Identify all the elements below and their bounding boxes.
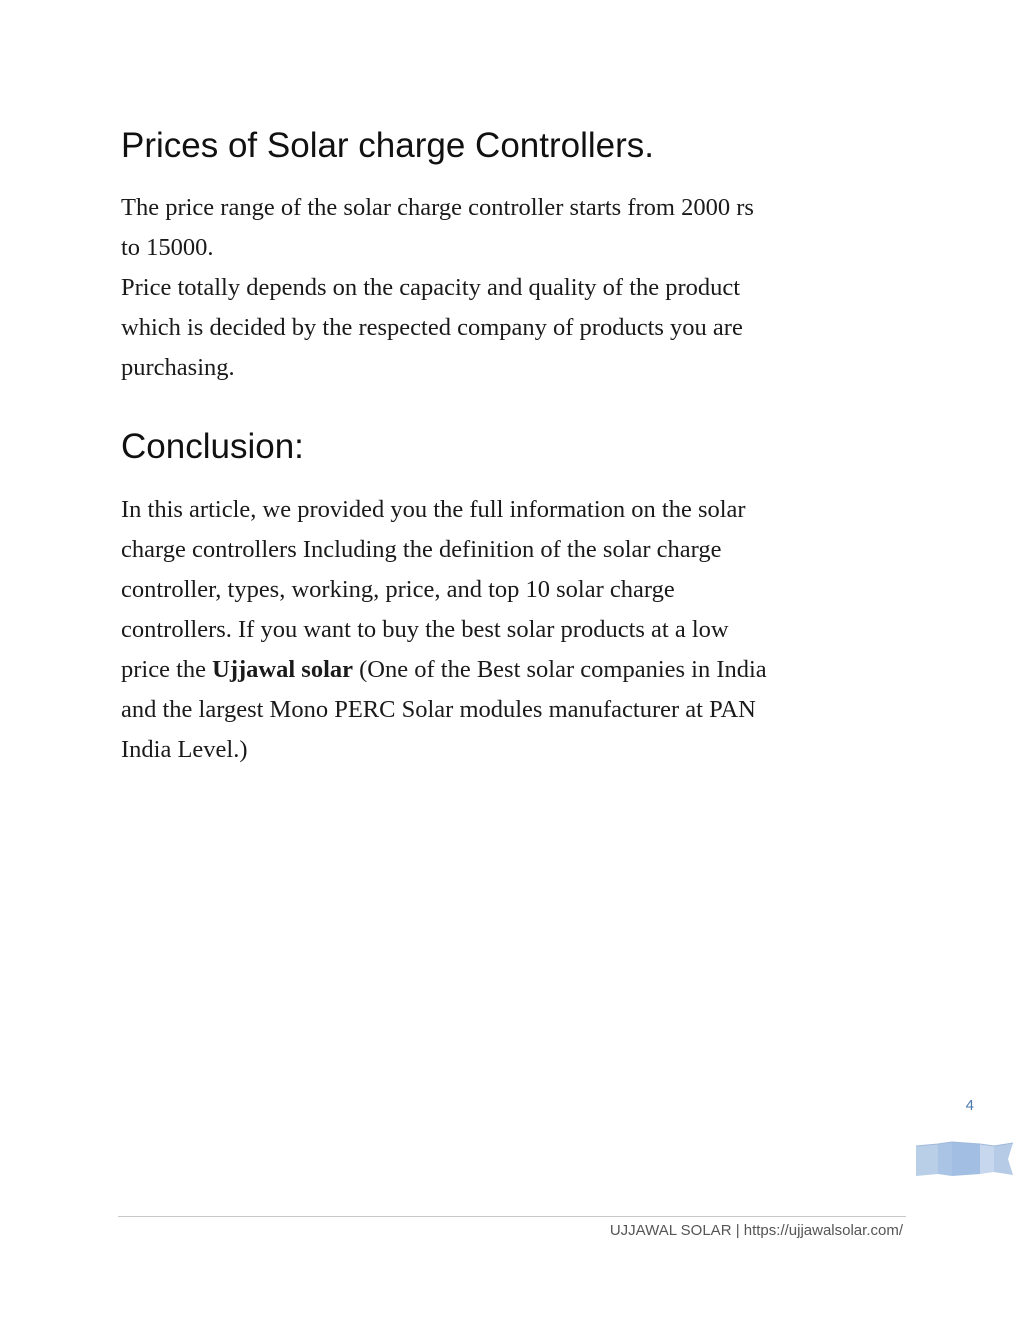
line-suffix: (One of the Best solar companies in India [353,656,767,683]
paragraph-line: to 15000. [121,234,214,261]
paragraph-line: purchasing. [121,354,235,381]
paragraph-line: charge controllers Including the definition of the solar charge [121,536,722,563]
paragraph-line: India Level.) [121,736,248,763]
conclusion-paragraph [121,490,921,770]
ribbon-decoration-icon [916,1139,1013,1179]
paragraph-line: In this article, we provided you the full information on the solar [121,496,746,523]
page-number: 4 [965,1097,974,1114]
paragraph-line: and the largest Mono PERC Solar modules manufacturer at PAN [121,696,756,723]
brand-name-bold: Ujjawal solar [212,656,354,683]
conclusion-heading: Conclusion: [121,427,304,466]
footer-divider [118,1216,906,1217]
footer-text: UJJAWAL SOLAR | https://ujjawalsolar.com/ [609,1222,903,1239]
prices-heading: Prices of Solar charge Controllers. [121,126,654,165]
paragraph-line: Price totally depends on the capacity and quality of the product [121,274,741,301]
line-prefix: price the [121,656,213,683]
paragraph-line: controller, types, working, price, and top 10 solar charge [121,576,675,603]
paragraph-line: which is decided by the respected company of products you are [121,314,743,341]
paragraph-line: controllers. If you want to buy the best solar products at a low [121,616,729,643]
paragraph-line [121,650,921,690]
paragraph-line: The price range of the solar charge controller starts from 2000 rs [121,194,754,221]
prices-paragraph [121,188,921,388]
